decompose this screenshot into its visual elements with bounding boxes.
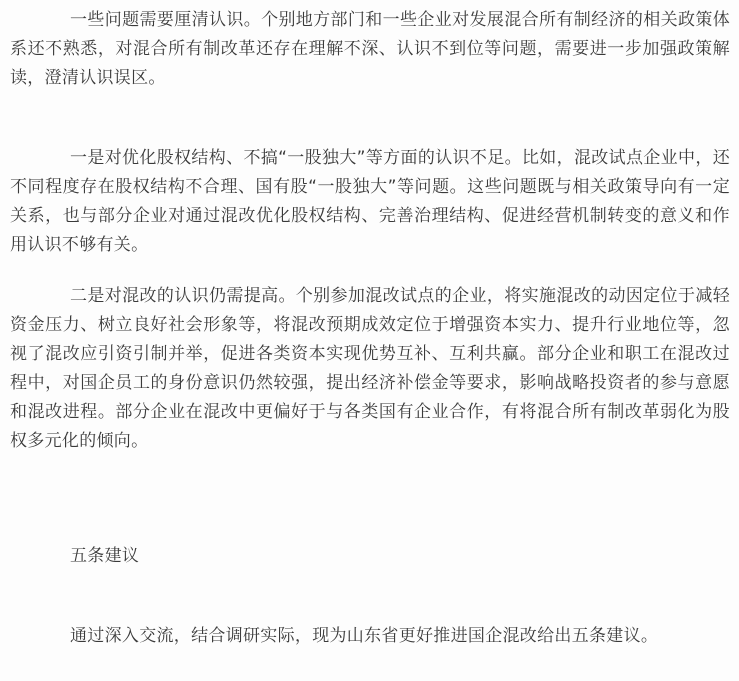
paragraph-point-one: 一是对优化股权结构、不搞“一股独大”等方面的认识不足。比如，混改试点企业中，还不同程度存在股权结构不合理、国有股“一股独大”等问题。这些问题既与相关政策导向有一定关系，也与部分企业对通过混改优化股权结构、完善治理结构、促进经营机制转变的意义和作用认识不够有关。 — [10, 148, 730, 255]
paragraph-problem-intro: 一些问题需要厘清认识。个别地方部门和一些企业对发展混合所有制经济的相关政策体系还不熟悉，对混合所有制改革还存在理解不深、认识不到位等问题，需要进一步加强政策解读，澄清认识误区。 — [10, 10, 730, 88]
paragraph-point-two: 二是对混改的认识仍需提高。个别参加混改试点的企业，将实施混改的动因定位于减轻资金压力、树立良好社会形象等，将混改预期成效定位于增强资本实力、提升行业地位等，忽视了混改应引资引制并举，促进各类资本实现优势互补、互利共赢。部分企业和职工在混改过程中，对国企员工的身份意识仍然较强，提出经济补偿金等要求，影响战略投资者的参与意愿和混改进程。部分企业在混改中更偏好于与各类国有企业合作，有将混合所有制改革弱化为股权多元化的倾向。 — [10, 286, 730, 451]
paragraph-suggestions-intro: 通过深入交流，结合调研实际，现为山东省更好推进国企混改给出五条建议。 — [70, 626, 659, 646]
section-heading-five-suggestions: 五条建议 — [70, 546, 140, 566]
